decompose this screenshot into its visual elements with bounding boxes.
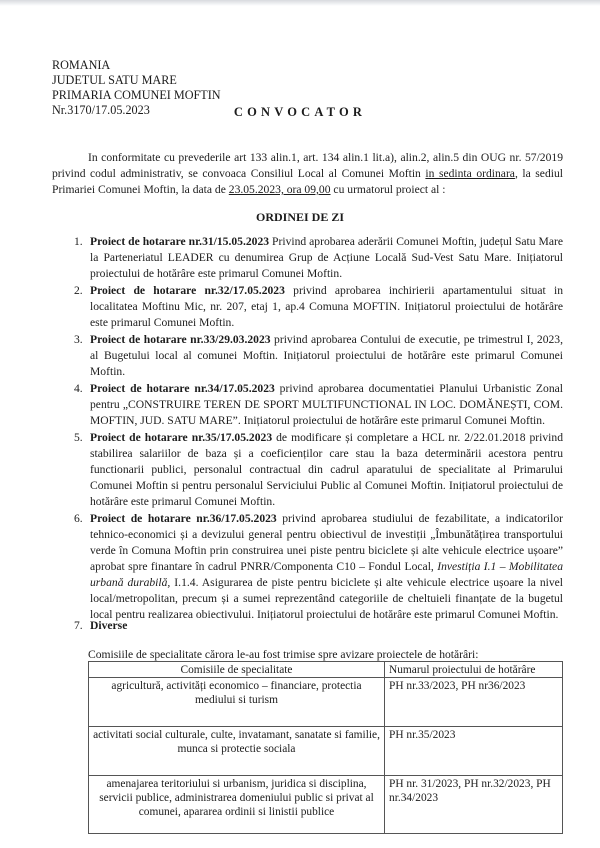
agenda-item-text: de modificare și completare a HCL nr. 2/22.01.2018 privind stabilirea salariilor de baza și a coeficienților care stau la baza determinării acestora pentru functionarii publici, personalul contractual din cadrul aparatului de specialitate al Primarului Comunei Moftin si pentru personalul Serviciului Public al Comunei Moftin. Inițiatorul proiectului de hotărâre este primarul Comunei Moftin. — [90, 431, 563, 508]
intro-text-after: cu urmatorul proiect al : — [330, 183, 446, 196]
column-header-project-number: Numarul proiectului de hotărâre — [385, 662, 563, 678]
agenda-item-title: Proiect de hotarare nr.36/17.05.2023 — [90, 512, 277, 525]
column-header-committee: Comisiile de specialitate — [89, 662, 385, 678]
agenda-item-number: 4. — [74, 382, 83, 395]
agenda-item-text: privind aprobarea studiului de fezabilitate, a indicatorilor tehnico-economici și a devizului general pentru obiectivul de investiții „Îmbunătățirea transportului verde în Comuna Moftin prin construirea unei piste pentru biciclete și alte vehicule electrice ușoare” aprobat spre finantare în cadrul PNRR/Componenta C10 – Fondul Local, — [90, 512, 563, 573]
agenda-item-text: privind aprobarea Contului de executie, pe trimestrul I, 2023, al Bugetului local al comunei Moftin. Inițiatorul proiectului de hotărâre este primarul Comunei Moftin. — [90, 333, 563, 378]
intro-text-middle: , la sediul Primariei Comunei Moftin, la data de — [52, 167, 563, 196]
agenda-item-title: Diverse — [90, 619, 128, 632]
country-line: ROMANIA — [52, 58, 111, 72]
table-row — [89, 727, 563, 776]
agenda-item-title: Proiect de hotarare nr.31/15.05.2023 — [90, 235, 270, 248]
agenda-item — [74, 332, 563, 380]
agenda-item-diverse — [74, 618, 127, 634]
table-row — [89, 776, 563, 834]
county-line: JUDETUL SATU MARE — [52, 73, 177, 87]
agenda-item-number: 3. — [74, 333, 83, 346]
agenda-list — [74, 234, 563, 624]
agenda-item-title: Proiect de hotarare nr.34/17.05.2023 — [90, 382, 275, 395]
agenda-item-italic: Investiția I.1 – Mobilitatea urbană durabilă, — [90, 560, 563, 589]
agenda-item — [74, 234, 563, 282]
agenda-item — [74, 283, 563, 331]
scan-edge-artifact — [0, 0, 600, 6]
projects-cell: PH nr.33/2023, PH nr36/2023 — [385, 678, 563, 727]
committees-table — [88, 661, 563, 834]
agenda-item-title: Proiect de hotarare nr.35/17.05.2023 — [90, 431, 273, 444]
table-row — [89, 678, 563, 727]
committee-cell: agricultură, activități economico – financiare, protectia mediului si turism — [89, 678, 385, 727]
agenda-item — [74, 511, 563, 623]
agenda-item-number: 6. — [74, 512, 83, 525]
agenda-item — [74, 430, 563, 510]
agenda-item-number: 2. — [74, 284, 83, 297]
projects-cell: PH nr.35/2023 — [385, 727, 563, 776]
agenda-item-text: privind aprobarea documentatiei Planului Urbanistic Zonal pentru „CONSTRUIRE TEREN DE SPORT MULTIFUNCTIONAL IN LOC. DOMĂNEȘTI, COM. MOFTIN, JUD. SATU MARE”. Inițiatorul proiectului de hotărâre este primarul Comunei Moftin. — [90, 382, 563, 427]
intro-text-before: In conformitate cu prevederile art 133 alin.1, art. 134 alin.1 lit.a), alin.2, alin.5 din OUG nr. 57/2019 privind codul administrativ, se convoaca Consiliul Local al Comunei Moftin — [52, 151, 563, 180]
intro-paragraph — [52, 150, 563, 198]
town-hall-line: PRIMARIA COMUNEI MOFTIN — [52, 88, 221, 102]
session-type: in sedinta ordinara — [425, 167, 515, 180]
agenda-item — [74, 381, 563, 429]
agenda-item-number: 5. — [74, 431, 83, 444]
agenda-title: ORDINEI DE ZI — [255, 210, 345, 224]
agenda-item-text: Privind aprobarea aderării Comunei Moftin, județul Satu Mare la Parteneriatul LEADER cu denumirea Grup de Acțiune Locală Sud-Vest Satu Mare. Inițiatorul proiectului de hotărâre este primarul Comunei Moftin. — [90, 235, 563, 280]
agenda-item-text: privind aprobarea inchirierii apartamentului situat in localitatea Moftinu Mic, nr. 207, etaj 1, ap.4 Comuna MOFTIN. Inițiatorul proiectului de hotărâre este primarul Comunei Moftin. — [90, 284, 563, 329]
registration-number: Nr.3170/17.05.2023 — [52, 103, 150, 117]
committee-cell: activitati social culturale, culte, invatamant, sanatate si familie, munca si protectie sociala — [89, 727, 385, 776]
agenda-item-number: 7. — [74, 619, 83, 632]
table-header-row — [89, 662, 563, 678]
agenda-item-title: Proiect de hotarare nr.32/17.05.2023 — [90, 284, 285, 297]
projects-cell: PH nr. 31/2023, PH nr.32/2023, PH nr.34/2023 — [385, 776, 563, 834]
agenda-item-text-after: I.1.4. Asigurarea de piste pentru biciclete și alte vehicule electrice ușoare la nivel local/metropolitan, precum și a sumei reprezentând categoriile de cheltuieli finanțate de la bugetul local pentru realizarea obiectivului. Inițiatorul proiectului de hotărâre este primarul Comunei Moftin. — [90, 576, 563, 621]
committees-caption: Comisiile de specialitate cărora le-au fost trimise spre avizare proiectele de hotărâri: — [88, 648, 479, 661]
committee-cell: amenajarea teritoriului si urbanism, juridica si disciplina, servicii publice, administrarea domeniului public si privat al comunei, apararea ordinii si linistii publice — [89, 776, 385, 834]
document-title: CONVOCATOR — [233, 105, 367, 119]
agenda-item-number: 1. — [74, 235, 83, 248]
meeting-datetime: 23.05.2023, ora 09,00 — [228, 183, 331, 196]
agenda-item-title: Proiect de hotarare nr.33/29.03.2023 — [90, 333, 271, 346]
